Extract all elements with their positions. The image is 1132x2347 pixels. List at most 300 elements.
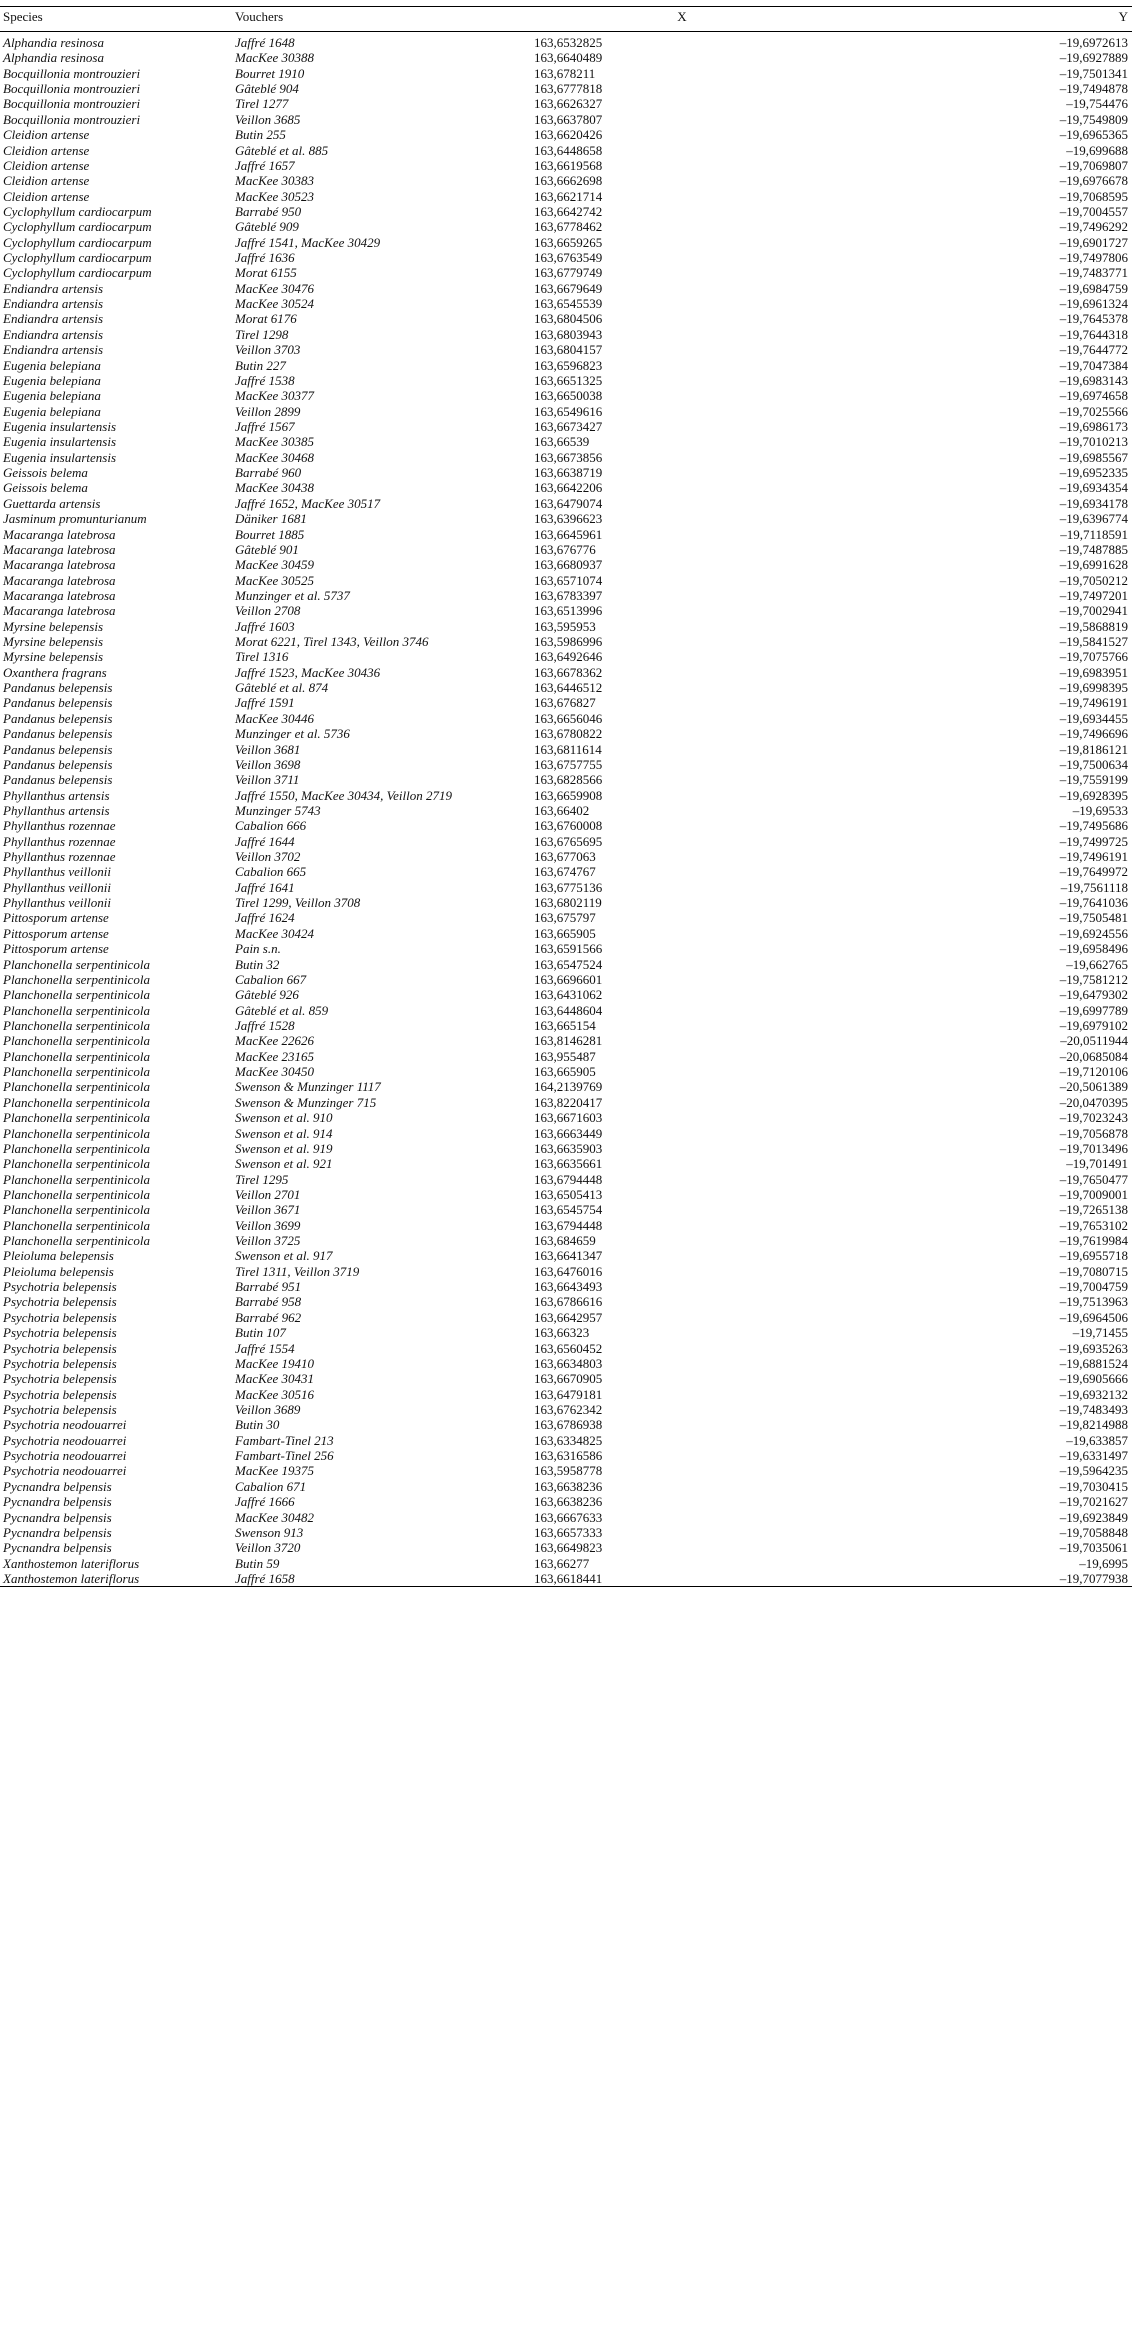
voucher-cell: Veillon 2899: [235, 403, 301, 419]
y-coordinate-cell: –19,7644318: [1059, 326, 1128, 342]
column-header-x: X: [677, 9, 687, 24]
table-row: [0, 66, 1132, 81]
species-cell: Myrsine belepensis: [3, 649, 104, 665]
species-cell: Xanthostemon lateriflorus: [3, 1570, 140, 1586]
species-cell: Psychotria neodouarrei: [3, 1463, 127, 1479]
voucher-cell: Jaffré 1538: [235, 372, 295, 388]
y-coordinate-cell: –19,7058848: [1059, 1524, 1128, 1540]
table-row: [0, 1079, 1132, 1094]
x-coordinate-cell: 163,6662698: [534, 173, 603, 189]
y-coordinate-cell: –19,7035061: [1059, 1540, 1128, 1556]
x-coordinate-cell: 163,6431062: [534, 987, 603, 1003]
table-row: [0, 1571, 1132, 1587]
x-coordinate-cell: 163,676827: [534, 695, 596, 711]
y-coordinate-cell: –19,7497806: [1059, 250, 1128, 266]
voucher-cell: Barrabé 958: [235, 1294, 302, 1310]
x-coordinate-cell: 163,6804506: [534, 311, 603, 327]
voucher-cell: Jaffré 1641: [235, 879, 295, 895]
y-coordinate-cell: –19,7030415: [1059, 1478, 1128, 1494]
table-row: [0, 788, 1132, 803]
y-coordinate-cell: –20,0470395: [1059, 1094, 1128, 1110]
x-coordinate-cell: 163,6777818: [534, 81, 603, 97]
voucher-cell: MacKee 30438: [235, 480, 315, 496]
table-row: [0, 649, 1132, 664]
species-cell: Planchonella serpentinicola: [3, 1094, 150, 1110]
species-cell: Cyclophyllum cardiocarpum: [3, 265, 152, 281]
table-row: [0, 1003, 1132, 1018]
voucher-cell: Veillon 3698: [235, 756, 301, 772]
voucher-cell: Swenson & Munzinger 715: [235, 1094, 377, 1110]
y-coordinate-cell: –19,7653102: [1059, 1217, 1128, 1233]
voucher-cell: Cabalion 671: [235, 1478, 307, 1494]
x-coordinate-cell: 163,6479181: [534, 1386, 603, 1402]
species-cell: Planchonella serpentinicola: [3, 1186, 150, 1202]
species-cell: Pandanus belepensis: [3, 710, 113, 726]
species-cell: Phyllanthus veillonii: [3, 895, 111, 911]
species-cell: Planchonella serpentinicola: [3, 1233, 150, 1249]
voucher-cell: Bourret 1910: [235, 65, 305, 81]
voucher-cell: Jaffré 1652, MacKee 30517: [235, 495, 381, 511]
column-header-vouchers: Vouchers: [235, 9, 284, 24]
table-row: [0, 311, 1132, 326]
voucher-cell: MacKee 30516: [235, 1386, 315, 1402]
table-row: [0, 511, 1132, 526]
x-coordinate-cell: 163,6778462: [534, 219, 603, 235]
x-coordinate-cell: 163,6620426: [534, 127, 603, 143]
y-coordinate-cell: –19,6998395: [1059, 680, 1128, 696]
y-coordinate-cell: –19,6955718: [1059, 1248, 1128, 1264]
table-row: [0, 1095, 1132, 1110]
x-coordinate-cell: 163,6696601: [534, 971, 603, 987]
y-coordinate-cell: –19,8186121: [1059, 741, 1128, 757]
x-coordinate-cell: 163,6642957: [534, 1309, 603, 1325]
x-coordinate-cell: 163,6637807: [534, 111, 603, 127]
x-coordinate-cell: 163,6763549: [534, 250, 603, 266]
voucher-cell: Cabalion 667: [235, 971, 307, 987]
y-coordinate-cell: –19,6924556: [1059, 925, 1128, 941]
x-coordinate-cell: 163,6678362: [534, 664, 603, 680]
y-coordinate-cell: –19,8214988: [1059, 1417, 1128, 1433]
x-coordinate-cell: 163,6513996: [534, 603, 603, 619]
voucher-cell: Tirel 1295: [235, 1171, 289, 1187]
species-cell: Planchonella serpentinicola: [3, 956, 150, 972]
voucher-cell: Tirel 1277: [235, 96, 289, 112]
species-cell: Phyllanthus veillonii: [3, 879, 111, 895]
table-row: [0, 941, 1132, 956]
voucher-table-container: [0, 6, 1132, 1587]
x-coordinate-cell: 163,6760008: [534, 818, 603, 834]
voucher-cell: Gâteblé et al. 885: [235, 142, 329, 158]
voucher-cell: Jaffré 1648: [235, 35, 295, 50]
species-cell: Bocquillonia montrouzieri: [3, 96, 141, 112]
y-coordinate-cell: –19,7650477: [1059, 1171, 1128, 1187]
voucher-cell: Swenson et al. 914: [235, 1125, 333, 1141]
voucher-cell: Pain s.n.: [235, 941, 281, 957]
voucher-cell: Veillon 3699: [235, 1217, 301, 1233]
y-coordinate-cell: –19,6934354: [1059, 480, 1128, 496]
x-coordinate-cell: 163,6673856: [534, 449, 603, 465]
table-row: [0, 1463, 1132, 1478]
x-coordinate-cell: 163,6638719: [534, 465, 603, 481]
voucher-cell: Veillon 3671: [235, 1202, 301, 1218]
species-cell: Eugenia belepiana: [3, 388, 101, 404]
table-row: [0, 296, 1132, 311]
table-header-row: [0, 7, 1132, 32]
y-coordinate-cell: –19,7496292: [1059, 219, 1128, 235]
species-cell: Psychotria neodouarrei: [3, 1432, 127, 1448]
table-row: [0, 1218, 1132, 1233]
x-coordinate-cell: 163,6619568: [534, 157, 603, 173]
y-coordinate-cell: –19,7487885: [1059, 541, 1128, 557]
voucher-cell: Barrabé 951: [235, 1279, 302, 1295]
y-coordinate-cell: –19,7549809: [1059, 111, 1128, 127]
voucher-cell: Gâteblé 901: [235, 541, 299, 557]
y-coordinate-cell: –19,7021627: [1059, 1494, 1128, 1510]
x-coordinate-cell: 163,6591566: [534, 941, 603, 957]
species-cell: Endiandra artensis: [3, 326, 104, 342]
x-coordinate-cell: 163,6642742: [534, 203, 603, 219]
table-row: [0, 573, 1132, 588]
voucher-cell: Gâteblé 926: [235, 987, 299, 1003]
table-row: [0, 1279, 1132, 1294]
y-coordinate-cell: –19,7080715: [1059, 1263, 1128, 1279]
x-coordinate-cell: 163,675797: [534, 910, 596, 926]
species-cell: Cleidion artense: [3, 127, 90, 143]
x-coordinate-cell: 163,8220417: [534, 1094, 603, 1110]
x-coordinate-cell: 163,6794448: [534, 1217, 603, 1233]
table-row: [0, 96, 1132, 111]
x-coordinate-cell: 163,6571074: [534, 572, 603, 588]
voucher-cell: Jaffré 1636: [235, 250, 295, 266]
species-cell: Geissois belema: [3, 465, 88, 481]
y-coordinate-cell: –19,7483493: [1059, 1401, 1128, 1417]
table-row: [0, 1126, 1132, 1141]
y-coordinate-cell: –19,6972613: [1059, 35, 1128, 50]
voucher-cell: Morat 6221, Tirel 1343, Veillon 3746: [235, 634, 429, 650]
y-coordinate-cell: –19,7644772: [1059, 342, 1128, 358]
x-coordinate-cell: 163,674767: [534, 864, 596, 880]
x-coordinate-cell: 163,6780822: [534, 726, 603, 742]
voucher-cell: MacKee 19375: [235, 1463, 315, 1479]
x-coordinate-cell: 163,5986996: [534, 634, 603, 650]
x-coordinate-cell: 163,6643493: [534, 1279, 603, 1295]
table-row: [0, 818, 1132, 833]
x-coordinate-cell: 163,6673427: [534, 418, 603, 434]
voucher-cell: Veillon 3725: [235, 1233, 301, 1249]
x-coordinate-cell: 163,665154: [534, 1018, 596, 1033]
species-cell: Pycnandra belpensis: [3, 1478, 112, 1494]
voucher-cell: Jaffré 1666: [235, 1494, 295, 1510]
species-cell: Jasminum promunturianum: [3, 511, 147, 527]
x-coordinate-cell: 163,6786938: [534, 1417, 603, 1433]
x-coordinate-cell: 163,6638236: [534, 1494, 603, 1510]
table-row: [0, 358, 1132, 373]
species-cell: Psychotria belepensis: [3, 1325, 117, 1341]
species-cell: Cleidion artense: [3, 188, 90, 204]
x-coordinate-cell: 163,66402: [534, 802, 590, 818]
x-coordinate-cell: 163,6596823: [534, 357, 603, 373]
voucher-cell: Jaffré 1523, MacKee 30436: [235, 664, 381, 680]
y-coordinate-cell: –19,7561118: [1060, 879, 1128, 895]
voucher-cell: MacKee 22626: [235, 1033, 315, 1049]
voucher-cell: MacKee 30424: [235, 925, 315, 941]
voucher-cell: MacKee 30450: [235, 1064, 315, 1080]
table-row: [0, 757, 1132, 772]
species-cell: Pittosporum artense: [3, 941, 109, 957]
voucher-cell: MacKee 30459: [235, 557, 315, 573]
table-row: [0, 480, 1132, 495]
table-row: [0, 1387, 1132, 1402]
species-cell: Planchonella serpentinicola: [3, 1217, 150, 1233]
voucher-cell: Morat 6155: [235, 265, 297, 281]
voucher-cell: MacKee 30431: [235, 1371, 315, 1387]
voucher-cell: Gâteblé et al. 874: [235, 680, 329, 696]
voucher-coordinates-table: [0, 6, 1132, 1587]
x-coordinate-cell: 163,6547524: [534, 956, 603, 972]
y-coordinate-cell: –19,7265138: [1059, 1202, 1128, 1218]
table-row: [0, 834, 1132, 849]
table-row: [0, 972, 1132, 987]
x-coordinate-cell: 163,6804157: [534, 342, 603, 358]
species-cell: Planchonella serpentinicola: [3, 1156, 150, 1172]
y-coordinate-cell: –19,7619984: [1059, 1233, 1128, 1249]
species-cell: Phyllanthus artensis: [3, 787, 110, 803]
species-cell: Alphandia resinosa: [3, 50, 104, 66]
y-coordinate-cell: –19,7069807: [1059, 157, 1128, 173]
voucher-cell: Jaffré 1528: [235, 1018, 295, 1033]
x-coordinate-cell: 163,8146281: [534, 1033, 603, 1049]
table-row: [0, 1294, 1132, 1309]
y-coordinate-cell: –19,7641036: [1059, 895, 1128, 911]
table-row: [0, 603, 1132, 618]
x-coordinate-cell: 163,6334825: [534, 1432, 603, 1448]
table-row: [0, 711, 1132, 726]
table-row: [0, 1525, 1132, 1540]
voucher-cell: MacKee 30383: [235, 173, 315, 189]
y-coordinate-cell: –19,7118591: [1060, 526, 1128, 542]
species-cell: Pleioluma belepensis: [3, 1248, 114, 1264]
y-coordinate-cell: –19,6976678: [1059, 173, 1128, 189]
y-coordinate-cell: –19,6958496: [1059, 941, 1128, 957]
table-row: [0, 235, 1132, 250]
species-cell: Macaranga latebrosa: [3, 557, 116, 573]
species-cell: Psychotria neodouarrei: [3, 1417, 127, 1433]
voucher-cell: MacKee 30482: [235, 1509, 315, 1525]
voucher-cell: Gâteblé 904: [235, 81, 299, 97]
x-coordinate-cell: 163,6492646: [534, 649, 603, 665]
table-row: [0, 1417, 1132, 1432]
x-coordinate-cell: 163,6448658: [534, 142, 603, 158]
species-cell: Bocquillonia montrouzieri: [3, 65, 141, 81]
x-coordinate-cell: 163,6479074: [534, 495, 603, 511]
species-cell: Cyclophyllum cardiocarpum: [3, 219, 152, 235]
voucher-cell: MacKee 30476: [235, 280, 315, 296]
species-cell: Eugenia insulartensis: [3, 418, 117, 434]
table-row: [0, 342, 1132, 357]
species-cell: Myrsine belepensis: [3, 618, 104, 634]
species-cell: Phyllanthus artensis: [3, 802, 110, 818]
column-header-species: Species: [3, 9, 43, 24]
voucher-cell: MacKee 30388: [235, 50, 315, 66]
species-cell: Psychotria belepensis: [3, 1309, 117, 1325]
voucher-cell: Veillon 2701: [235, 1186, 301, 1202]
y-coordinate-cell: –19,7075766: [1059, 649, 1128, 665]
x-coordinate-cell: 163,6779749: [534, 265, 603, 281]
table-row: [0, 1264, 1132, 1279]
species-cell: Planchonella serpentinicola: [3, 1110, 150, 1126]
species-cell: Pandanus belepensis: [3, 680, 113, 696]
y-coordinate-cell: –19,7047384: [1059, 357, 1128, 373]
table-row: [0, 1110, 1132, 1125]
species-cell: Oxanthera fragrans: [3, 664, 107, 680]
y-coordinate-cell: –19,7513963: [1059, 1294, 1128, 1310]
x-coordinate-cell: 163,6645961: [534, 526, 603, 542]
table-row: [0, 726, 1132, 741]
voucher-cell: Jaffré 1591: [235, 695, 295, 711]
x-coordinate-cell: 163,6651325: [534, 372, 603, 388]
voucher-cell: Fambart-Tinel 213: [235, 1432, 334, 1448]
voucher-cell: MacKee 30446: [235, 710, 315, 726]
voucher-cell: Jaffré 1567: [235, 418, 295, 434]
species-cell: Cleidion artense: [3, 157, 90, 173]
x-coordinate-cell: 163,676776: [534, 541, 596, 557]
table-row: [0, 265, 1132, 280]
x-coordinate-cell: 163,6783397: [534, 587, 603, 603]
x-coordinate-cell: 163,677063: [534, 849, 596, 865]
x-coordinate-cell: 163,6671603: [534, 1110, 603, 1126]
table-row: [0, 527, 1132, 542]
species-cell: Macaranga latebrosa: [3, 587, 116, 603]
species-cell: Psychotria belepensis: [3, 1294, 117, 1310]
voucher-cell: MacKee 23165: [235, 1048, 315, 1064]
x-coordinate-cell: 163,6794448: [534, 1171, 603, 1187]
x-coordinate-cell: 163,66539: [534, 434, 590, 450]
x-coordinate-cell: 163,6642206: [534, 480, 603, 496]
y-coordinate-cell: –19,6986173: [1059, 418, 1128, 434]
species-cell: Geissois belema: [3, 480, 88, 496]
voucher-cell: Butin 32: [235, 956, 280, 972]
table-row: [0, 1556, 1132, 1571]
table-row: [0, 281, 1132, 296]
species-cell: Bocquillonia montrouzieri: [3, 111, 141, 127]
x-coordinate-cell: 163,6634803: [534, 1355, 603, 1371]
species-cell: Bocquillonia montrouzieri: [3, 81, 141, 97]
column-header-y: Y: [1118, 9, 1128, 24]
x-coordinate-cell: 163,6757755: [534, 756, 603, 772]
table-row: [0, 434, 1132, 449]
voucher-cell: Jaffré 1624: [235, 910, 295, 926]
x-coordinate-cell: 163,6802119: [534, 895, 602, 911]
y-coordinate-cell: –19,7496191: [1059, 849, 1128, 865]
x-coordinate-cell: 163,6316586: [534, 1448, 603, 1464]
species-cell: Psychotria neodouarrei: [3, 1448, 127, 1464]
table-row: [0, 1402, 1132, 1417]
species-cell: Myrsine belepensis: [3, 634, 104, 650]
species-cell: Eugenia insulartensis: [3, 434, 117, 450]
y-coordinate-cell: –19,6934455: [1059, 710, 1128, 726]
species-cell: Planchonella serpentinicola: [3, 987, 150, 1003]
x-coordinate-cell: 163,66323: [534, 1325, 590, 1341]
y-coordinate-cell: –19,6965365: [1059, 127, 1128, 143]
voucher-cell: Veillon 3685: [235, 111, 301, 127]
voucher-cell: Veillon 3703: [235, 342, 301, 358]
x-coordinate-cell: 163,6635903: [534, 1140, 603, 1156]
table-row: [0, 1540, 1132, 1555]
table-row: [0, 557, 1132, 572]
species-cell: Pycnandra belpensis: [3, 1524, 112, 1540]
species-cell: Eugenia belepiana: [3, 372, 101, 388]
voucher-cell: Jaffré 1644: [235, 833, 295, 849]
table-row: [0, 1479, 1132, 1494]
y-coordinate-cell: –20,5061389: [1059, 1079, 1128, 1095]
table-row: [0, 864, 1132, 879]
x-coordinate-cell: 163,6659908: [534, 787, 603, 803]
table-row: [0, 143, 1132, 158]
voucher-cell: Butin 30: [235, 1417, 280, 1433]
y-coordinate-cell: –19,7649972: [1059, 864, 1128, 880]
table-row: [0, 1356, 1132, 1371]
species-cell: Eugenia belepiana: [3, 357, 101, 373]
voucher-cell: Cabalion 666: [235, 818, 307, 834]
species-cell: Pandanus belepensis: [3, 741, 113, 757]
table-row: [0, 32, 1132, 51]
y-coordinate-cell: –19,7501341: [1059, 65, 1128, 81]
species-cell: Pandanus belepensis: [3, 695, 113, 711]
x-coordinate-cell: 163,6786616: [534, 1294, 603, 1310]
species-cell: Guettarda artensis: [3, 495, 101, 511]
table-row: [0, 926, 1132, 941]
species-cell: Psychotria belepensis: [3, 1371, 117, 1387]
voucher-cell: MacKee 30524: [235, 296, 315, 312]
x-coordinate-cell: 163,665905: [534, 1064, 596, 1080]
voucher-cell: Jaffré 1554: [235, 1340, 295, 1356]
voucher-cell: Butin 227: [235, 357, 286, 373]
voucher-cell: MacKee 19410: [235, 1355, 315, 1371]
x-coordinate-cell: 163,6650038: [534, 388, 603, 404]
x-coordinate-cell: 163,6448604: [534, 1002, 603, 1018]
x-coordinate-cell: 163,6762342: [534, 1401, 603, 1417]
x-coordinate-cell: 163,6670905: [534, 1371, 603, 1387]
y-coordinate-cell: –19,6932132: [1059, 1386, 1128, 1402]
y-coordinate-cell: –19,6901727: [1059, 234, 1128, 250]
table-row: [0, 910, 1132, 925]
y-coordinate-cell: –19,754476: [1066, 96, 1128, 112]
table-row: [0, 50, 1132, 65]
species-cell: Planchonella serpentinicola: [3, 1202, 150, 1218]
voucher-cell: Swenson et al. 921: [235, 1156, 333, 1172]
x-coordinate-cell: 163,66277: [534, 1555, 590, 1571]
species-cell: Cleidion artense: [3, 142, 90, 158]
table-row: [0, 1033, 1132, 1048]
species-cell: Pycnandra belpensis: [3, 1540, 112, 1556]
species-cell: Endiandra artensis: [3, 311, 104, 327]
x-coordinate-cell: 163,6476016: [534, 1263, 603, 1279]
table-row: [0, 1018, 1132, 1033]
species-cell: Pittosporum artense: [3, 910, 109, 926]
y-coordinate-cell: –19,7056878: [1059, 1125, 1128, 1141]
x-coordinate-cell: 163,6663449: [534, 1125, 603, 1141]
table-row: [0, 1510, 1132, 1525]
species-cell: Psychotria belepensis: [3, 1401, 117, 1417]
y-coordinate-cell: –19,6935263: [1059, 1340, 1128, 1356]
y-coordinate-cell: –19,6928395: [1059, 787, 1128, 803]
species-cell: Alphandia resinosa: [3, 35, 104, 50]
x-coordinate-cell: 163,6549616: [534, 403, 603, 419]
table-row: [0, 680, 1132, 695]
table-row: [0, 803, 1132, 818]
table-row: [0, 404, 1132, 419]
table-row: [0, 1233, 1132, 1248]
